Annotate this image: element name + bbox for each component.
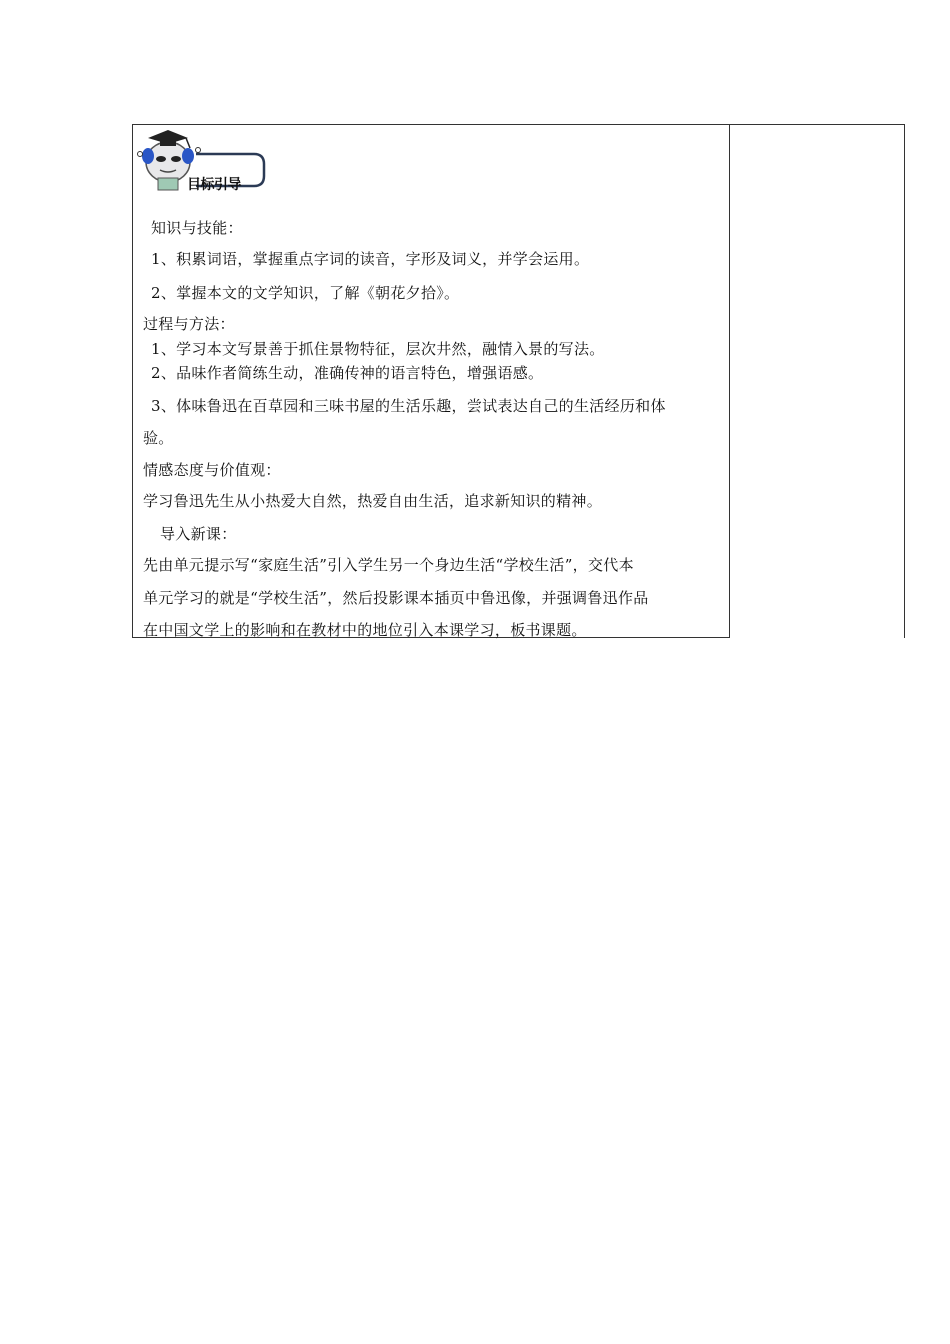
notes-column bbox=[729, 124, 905, 638]
process-item: 3、体味鲁迅在百草园和三味书屋的生活乐趣，尝试表达自己的生活经历和体 bbox=[151, 397, 666, 415]
knowledge-item: 2、掌握本文的文学知识，了解《朝花夕拾》。 bbox=[151, 284, 460, 302]
process-heading: 过程与方法： bbox=[143, 315, 235, 333]
emotion-heading: 情感态度与价值观： bbox=[143, 461, 281, 479]
process-item: 1、学习本文写景善于抓住景物特征，层次井然，融情入景的写法。 bbox=[151, 340, 605, 358]
section-banner-label: 目标引导 bbox=[187, 177, 241, 193]
intro-line: 先由单元提示写“家庭生活”引入学生另一个身边生活“学校生活”，交代本 bbox=[143, 556, 634, 574]
process-item: 2、品味作者简练生动，准确传神的语言特色，增强语感。 bbox=[151, 364, 544, 382]
knowledge-heading: 知识与技能： bbox=[151, 219, 243, 237]
emotion-text: 学习鲁迅先生从小热爱大自然，热爱自由生活，追求新知识的精神。 bbox=[143, 492, 603, 510]
process-item-continued: 验。 bbox=[143, 429, 174, 447]
intro-heading: 导入新课： bbox=[160, 525, 237, 543]
knowledge-item: 1、积累词语，掌握重点字词的读音，字形及词义，并学会运用。 bbox=[151, 250, 590, 268]
intro-line: 在中国文学上的影响和在教材中的地位引入本课学习，板书课题。 bbox=[143, 621, 587, 639]
intro-line: 单元学习的就是“学校生活”，然后投影课本插页中鲁迅像，并强调鲁迅作品 bbox=[143, 589, 649, 607]
